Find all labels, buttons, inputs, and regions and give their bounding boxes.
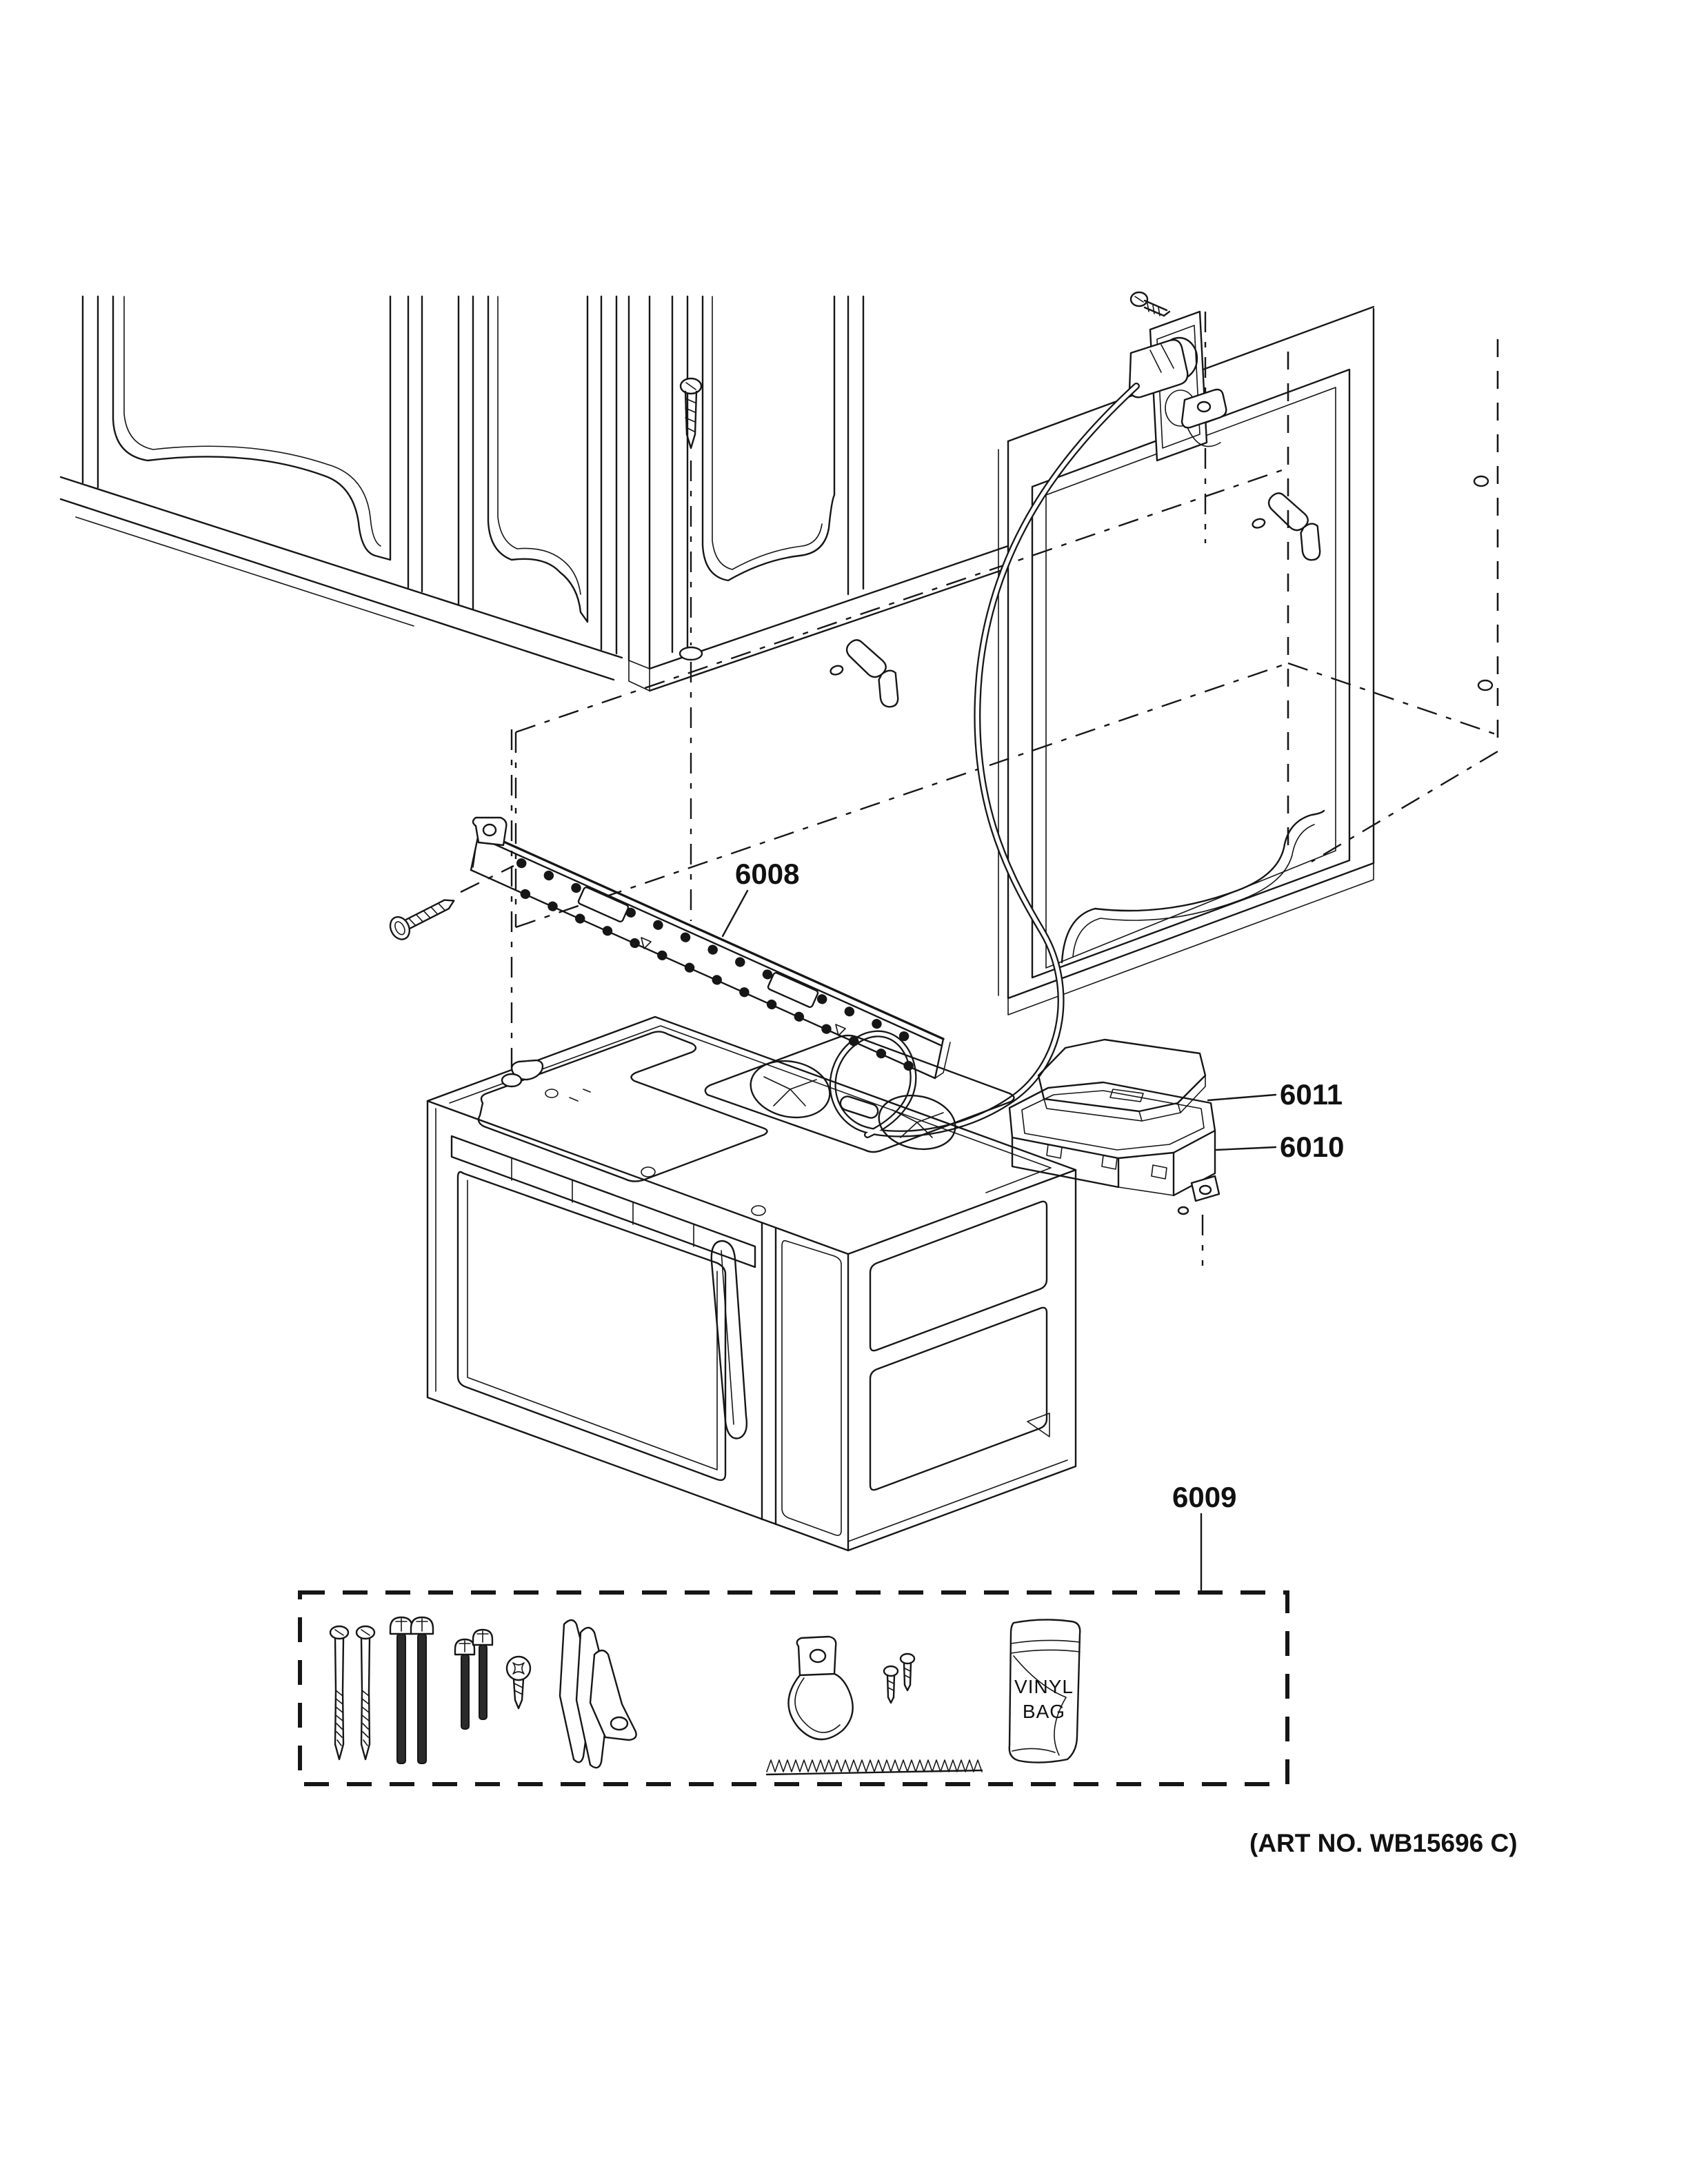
leader-6008 [723,891,747,936]
cabinet-screw [681,378,701,448]
keyhole-slots [824,485,1327,721]
part-number-6009: 6009 [1172,1481,1237,1513]
machine-screws [455,1630,492,1729]
label-6010 [1216,1131,1344,1163]
part-number-6010: 6010 [1280,1131,1345,1163]
wood-screws [330,1626,374,1759]
cord-clamp-part [788,1637,852,1739]
filter-housing [1009,1082,1219,1266]
leader-6011 [1208,1095,1276,1100]
art-number: (ART NO. WB15696 C) [1249,1829,1518,1857]
toggle-bolts-long [390,1617,433,1763]
part-number-6008: 6008 [735,858,800,890]
part-number-6011: 6011 [1280,1078,1343,1111]
vinyl-bag-label-line1: VINYL [1014,1676,1074,1697]
bracket-screw [387,890,459,942]
vinyl-bag [1009,1619,1080,1762]
label-6011 [1208,1078,1343,1111]
mounting-bracket [471,818,950,1078]
door-window [458,1172,725,1480]
leader-6010 [1216,1147,1276,1150]
side-panels [870,1202,1049,1490]
left-cabinet [61,296,650,691]
control-panel [782,1241,841,1535]
hardware-kit-box [300,1593,1287,1784]
charcoal-filter [1038,1040,1205,1121]
toggle-anchors [560,1620,636,1768]
upper-middle-cabinet [650,296,1008,691]
label-6009 [1172,1481,1236,1590]
spring [767,1760,982,1775]
vinyl-bag-label-line2: BAG [1022,1701,1066,1722]
small-screws [884,1654,914,1703]
outlet-screw [1131,292,1169,316]
microwave-oven [428,1017,1076,1550]
phillips-screw [507,1657,530,1708]
label-6008 [723,858,799,936]
